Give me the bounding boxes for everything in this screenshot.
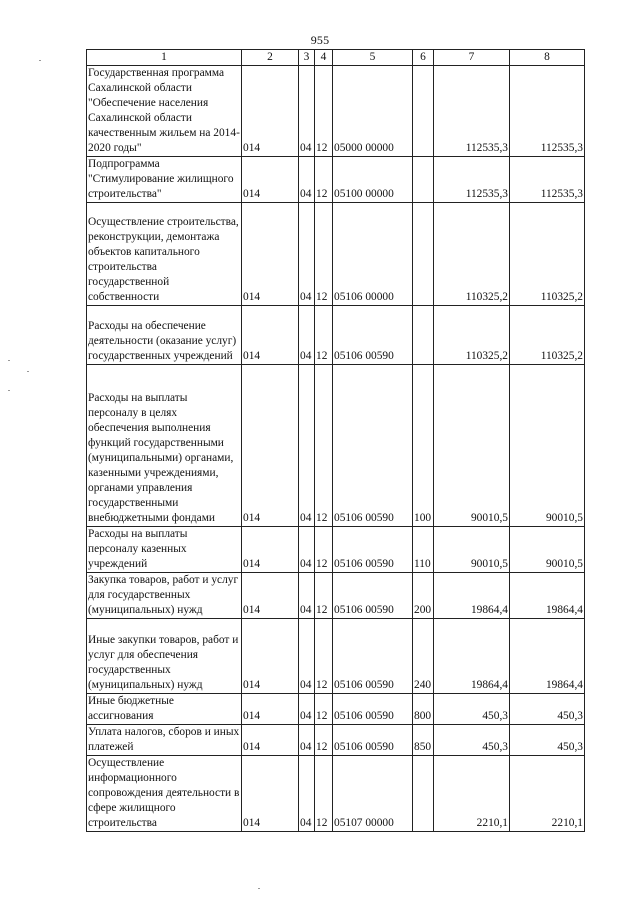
item-name: Уплата налогов, сборов и иных платежей — [87, 725, 242, 756]
ministry-code: 014 — [242, 306, 299, 365]
amount-col-7: 112535,3 — [434, 157, 510, 203]
amount-col-7: 19864,4 — [434, 619, 510, 694]
amount-col-8: 110325,2 — [510, 306, 585, 365]
amount-col-8: 2210,1 — [510, 756, 585, 832]
subsection-code: 12 — [315, 203, 333, 306]
ministry-code: 014 — [242, 756, 299, 832]
amount-col-7: 90010,5 — [434, 365, 510, 527]
amount-col-7: 90010,5 — [434, 527, 510, 573]
expense-type-code: 240 — [413, 619, 434, 694]
col-header-3: 3 — [299, 50, 315, 66]
amount-col-8: 450,3 — [510, 725, 585, 756]
item-name: Расходы на выплаты персоналу казенных учреждений — [87, 527, 242, 573]
amount-col-8: 90010,5 — [510, 527, 585, 573]
table-row — [87, 203, 585, 306]
budget-table — [86, 49, 585, 832]
amount-col-7: 110325,2 — [434, 306, 510, 365]
expense-type-code — [413, 306, 434, 365]
table-row — [87, 756, 585, 832]
amount-col-8: 112535,3 — [510, 66, 585, 157]
amount-col-7: 450,3 — [434, 694, 510, 725]
amount-col-7: 2210,1 — [434, 756, 510, 832]
item-name: Иные бюджетные ассигнования — [87, 694, 242, 725]
expense-type-code: 850 — [413, 725, 434, 756]
amount-col-8: 90010,5 — [510, 365, 585, 527]
section-code: 04 — [299, 527, 315, 573]
target-article-code: 05106 00590 — [333, 306, 413, 365]
table-row — [87, 157, 585, 203]
ministry-code: 014 — [242, 725, 299, 756]
ministry-code: 014 — [242, 157, 299, 203]
amount-col-7: 110325,2 — [434, 203, 510, 306]
item-name: Иные закупки товаров, работ и услуг для обеспечения государственных (муниципальных) нужд — [87, 619, 242, 694]
table-row — [87, 573, 585, 619]
table-row — [87, 619, 585, 694]
table-row — [87, 725, 585, 756]
target-article-code: 05106 00590 — [333, 365, 413, 527]
target-article-code: 05107 00000 — [333, 756, 413, 832]
target-article-code: 05106 00590 — [333, 527, 413, 573]
subsection-code: 12 — [315, 306, 333, 365]
target-article-code: 05106 00000 — [333, 203, 413, 306]
expense-type-code: 100 — [413, 365, 434, 527]
subsection-code: 12 — [315, 157, 333, 203]
expense-type-code: 110 — [413, 527, 434, 573]
amount-col-7: 112535,3 — [434, 66, 510, 157]
col-header-7: 7 — [434, 50, 510, 66]
item-name: Государственная программа Сахалинской области "Обеспечение населения Сахалинской области качественным жильем на 2014-2020 годы" — [87, 66, 242, 157]
col-header-4: 4 — [315, 50, 333, 66]
amount-col-8: 19864,4 — [510, 573, 585, 619]
item-name: Расходы на выплаты персоналу в целях обеспечения выполнения функций государственными (муниципальными) органами, казенными учреждениями, органами управления государственными внебюджетными фондами — [87, 365, 242, 527]
expense-type-code — [413, 756, 434, 832]
table-row — [87, 694, 585, 725]
section-code: 04 — [299, 157, 315, 203]
col-header-6: 6 — [413, 50, 434, 66]
table-row — [87, 306, 585, 365]
subsection-code: 12 — [315, 619, 333, 694]
ministry-code: 014 — [242, 527, 299, 573]
subsection-code: 12 — [315, 756, 333, 832]
subsection-code: 12 — [315, 694, 333, 725]
amount-col-8: 110325,2 — [510, 203, 585, 306]
item-name: Подпрограмма "Стимулирование жилищного строительства" — [87, 157, 242, 203]
ministry-code: 014 — [242, 66, 299, 157]
expense-type-code: 200 — [413, 573, 434, 619]
expense-type-code — [413, 66, 434, 157]
expense-type-code — [413, 157, 434, 203]
amount-col-8: 19864,4 — [510, 619, 585, 694]
amount-col-7: 19864,4 — [434, 573, 510, 619]
item-name: Осуществление информационного сопровождения деятельности в сфере жилищного строительства — [87, 756, 242, 832]
section-code: 04 — [299, 756, 315, 832]
table-row — [87, 66, 585, 157]
section-code: 04 — [299, 365, 315, 527]
col-header-8: 8 — [510, 50, 585, 66]
amount-col-7: 450,3 — [434, 725, 510, 756]
target-article-code: 05000 00000 — [333, 66, 413, 157]
target-article-code: 05106 00590 — [333, 694, 413, 725]
ministry-code: 014 — [242, 694, 299, 725]
ministry-code: 014 — [242, 203, 299, 306]
ministry-code: 014 — [242, 619, 299, 694]
ministry-code: 014 — [242, 573, 299, 619]
expense-type-code: 800 — [413, 694, 434, 725]
target-article-code: 05106 00590 — [333, 573, 413, 619]
ministry-code: 014 — [242, 365, 299, 527]
col-header-2: 2 — [242, 50, 299, 66]
table-row — [87, 365, 585, 527]
amount-col-8: 450,3 — [510, 694, 585, 725]
subsection-code: 12 — [315, 527, 333, 573]
item-name: Расходы на обеспечение деятельности (оказание услуг) государственных учреждений — [87, 306, 242, 365]
item-name: Закупка товаров, работ и услуг для государственных (муниципальных) нужд — [87, 573, 242, 619]
subsection-code: 12 — [315, 365, 333, 527]
section-code: 04 — [299, 203, 315, 306]
target-article-code: 05106 00590 — [333, 619, 413, 694]
header-row — [87, 50, 585, 66]
section-code: 04 — [299, 619, 315, 694]
subsection-code: 12 — [315, 725, 333, 756]
target-article-code: 05100 00000 — [333, 157, 413, 203]
col-header-1: 1 — [87, 50, 242, 66]
item-name: Осуществление строительства, реконструкции, демонтажа объектов капитального строительства государственной собственности — [87, 203, 242, 306]
amount-col-8: 112535,3 — [510, 157, 585, 203]
table-row — [87, 527, 585, 573]
expense-type-code — [413, 203, 434, 306]
subsection-code: 12 — [315, 573, 333, 619]
subsection-code: 12 — [315, 66, 333, 157]
section-code: 04 — [299, 725, 315, 756]
section-code: 04 — [299, 306, 315, 365]
section-code: 04 — [299, 694, 315, 725]
section-code: 04 — [299, 573, 315, 619]
section-code: 04 — [299, 66, 315, 157]
col-header-5: 5 — [333, 50, 413, 66]
target-article-code: 05106 00590 — [333, 725, 413, 756]
page-number: 955 — [310, 33, 330, 47]
